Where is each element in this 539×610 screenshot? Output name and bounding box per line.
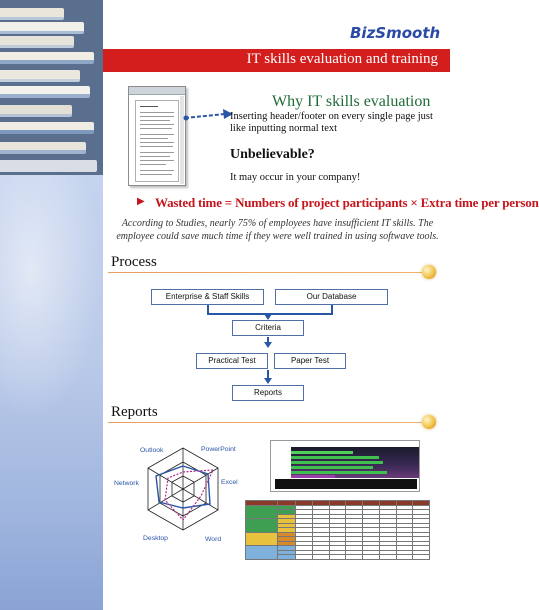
- process-rule: [108, 272, 428, 273]
- radar-label-outlook: Outlook: [140, 447, 164, 454]
- flow-arrow-icon: [264, 342, 272, 348]
- evaluation-table-thumbnail: [245, 500, 430, 560]
- orb-icon: [422, 415, 436, 429]
- studies-text: [110, 218, 445, 243]
- enterprise-skills-box: Enterprise & Staff Skills: [151, 289, 264, 305]
- occur-text: It may occur in your company!: [230, 172, 361, 183]
- intro-line-1: Inserting header/footer on every single page just: [230, 111, 433, 122]
- flow-arrow-icon: [264, 378, 272, 384]
- unbelievable-text: Unbelievable?: [230, 147, 315, 162]
- why-title: Why IT skills evaluation: [272, 93, 431, 110]
- wasted-time-formula: Wasted time = Numbers of project participants × Extra time per person: [155, 195, 539, 210]
- criteria-box: Criteria: [232, 320, 304, 336]
- brand-logo: BizSmooth: [350, 24, 441, 42]
- studies-line-2: employee could save much time if they were well trained in using softwave tools.: [116, 230, 439, 242]
- reports-rule: [108, 422, 428, 423]
- practical-test-box: Practical Test: [196, 353, 268, 369]
- triangle-right-icon: ▶: [137, 196, 145, 207]
- studies-line-1: According to Studies, nearly 75% of employees have insufficient IT skills. The: [121, 218, 434, 229]
- skills-bar-chart-thumbnail: [270, 440, 420, 492]
- process-heading: Process: [111, 254, 157, 270]
- banner-title: IT skills evaluation and training: [246, 51, 438, 67]
- orb-icon: [422, 265, 436, 279]
- reports-box: Reports: [232, 385, 304, 401]
- pointer-arrow-icon: [183, 108, 235, 124]
- document-screenshot: [128, 86, 186, 186]
- radar-label-excel: Excel: [221, 479, 238, 486]
- radar-label-word: Word: [205, 536, 222, 543]
- books-photo: [0, 0, 103, 175]
- side-glow: [0, 170, 103, 420]
- database-box: Our Database: [275, 289, 388, 305]
- radar-label-powerpoint: PowerPoint: [201, 446, 236, 453]
- intro-line-2: like inputting normal text: [230, 123, 338, 134]
- reports-heading: Reports: [111, 404, 158, 420]
- title-banner: [103, 49, 450, 72]
- radar-label-network: Network: [114, 480, 139, 487]
- paper-test-box: Paper Test: [274, 353, 346, 369]
- radar-label-desktop: Desktop: [143, 535, 168, 542]
- skills-radar-chart: [113, 438, 253, 548]
